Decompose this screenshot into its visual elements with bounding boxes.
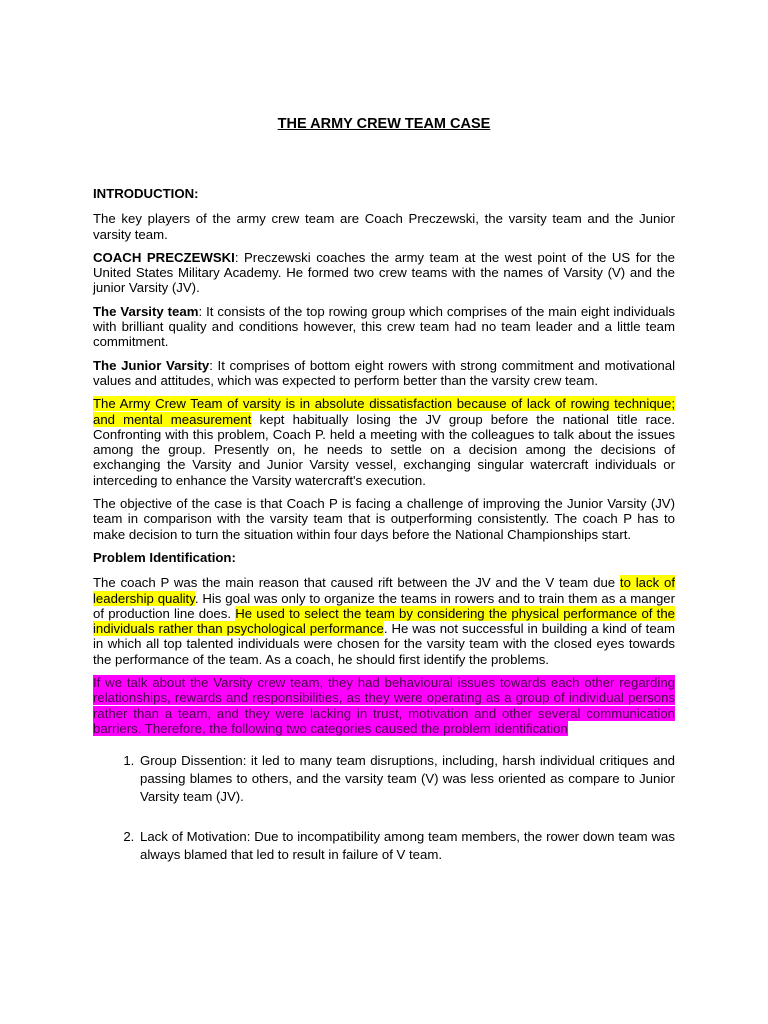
magenta-paragraph [93,675,675,736]
varsity-text: : It consists of the top rowing group which comprises of the main eight individuals with brilliant quality and conditions however, this crew team had no team leader and a little team commitment. [93,303,675,350]
highlight-yellow-1: The Army Crew Team of varsity is in absolute dissatisfaction because of lack of rowing technique; and mental measurement [93,396,675,427]
dissatisfaction-text: kept habitually losing the JV group before the national title race. Confronting with this problem, Coach P. held a meeting with the colleagues to talk about the issues among the group. Presently on, he needs to settle on a decision among the decisions of exchanging the Varsity and Junior Varsity vessel, exchanging singular watercraft individuals or interceding to enhance the Varsity watercraft's execution. [93,411,675,488]
coach-text: : Preczewski coaches the army team at the west point of the US for the United States Military Academy. He formed two crew teams with the names of Varsity (V) and the junior Varsity (JV). [93,249,676,296]
list-item: 2. Lack of Motivation: Due to incompatibility among team members, the rower down team was always blamed that led to result in failure of V team. [138,828,675,864]
highlight-magenta: If we talk about the Varsity crew team, they had behavioural issues towards each other regarding relationships, rewards and responsibilities, as they were operating as a group of individual persons rather than a team, and they were lacking in trust, motivation and other several communication barriers. Therefore, the following two categories caused the problem identification [93,675,675,736]
list-item: 1. Group Dissention: it led to many team disruptions, including, harsh individual critiques and passing blames to others, and the varsity team (V) was less oriented as compare to Junior Varsity team (JV). [138,752,675,806]
varsity-paragraph [93,304,675,350]
highlight-yellow-3: He used to select the team by considering the physical performance of the individuals rather than psychological performance [93,605,675,637]
document-title: THE ARMY CREW TEAM CASE [277,116,491,132]
problem-text-b: . His goal was only to organize the teams in rowers and to train them as a manger of production line does. [93,590,676,621]
problem-paragraph [93,575,675,667]
coach-label: COACH PRECZEWSKI [93,249,235,265]
jv-label: The Junior Varsity [93,357,210,373]
varsity-label: The Varsity team [93,303,199,319]
jv-text: : It comprises of bottom eight rowers with strong commitment and motivational values and attitudes, which was expected to perform better than the varsity crew team. [93,357,676,388]
dissatisfaction-paragraph [93,396,675,488]
intro-paragraph: The key players of the army crew team are Coach Preczewski, the varsity team and the Junior varsity team. [93,211,675,242]
coach-paragraph [93,250,675,296]
highlight-yellow-2: to lack of leadership quality [93,575,675,606]
problem-text-c: . He was not successful in building a kind of team in which all top talented individuals were chosen for the varsity team with the closed eyes towards the performance of the team. As a coach, he should first identify the problems. [93,621,676,667]
problem-text-a: The coach P was the main reason that caused rift between the JV and the V team due [93,575,620,591]
problem-list [93,752,675,864]
problem-heading: Problem Identification: [93,549,236,565]
document-body [93,186,675,886]
intro-heading: INTRODUCTION: [93,186,199,201]
objective-paragraph: The objective of the case is that Coach P is facing a challenge of improving the Junior Varsity (JV) team in comparison with the varsity team that is outperforming consistently. The coach P has to make decision to turn the situation within four days before the National Championships start. [93,496,675,542]
jv-paragraph [93,358,675,389]
